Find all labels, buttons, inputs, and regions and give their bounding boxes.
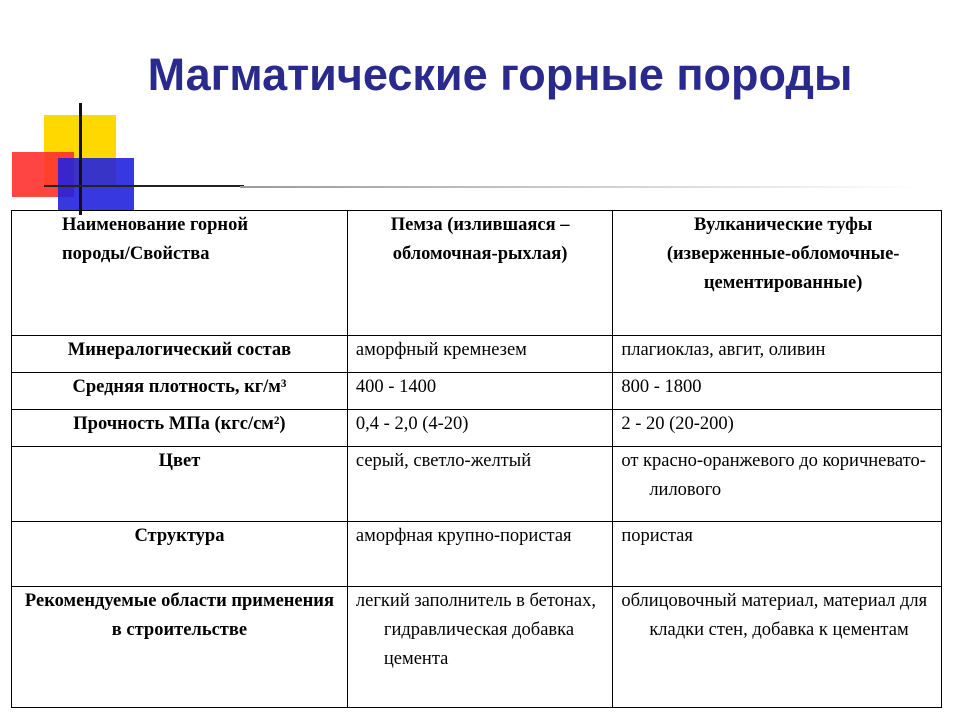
cell-tuff: от красно-оранжевого до коричневато-лилового	[613, 447, 942, 522]
cell-tuff: облицовочный материал, материал для кладки стен, добавка к цементам	[613, 587, 942, 708]
cell-pumice: 0,4 - 2,0 (4-20)	[347, 410, 612, 447]
table-row	[12, 587, 942, 708]
cell-pumice: аморфная крупно-пористая	[347, 522, 612, 587]
cell-tuff: 800 - 1800	[613, 373, 942, 410]
row-label-mineral-composition: Минералогический состав	[12, 336, 348, 373]
header-tuff: Вулканические туфы (изверженные-обломочные-цементированные)	[613, 211, 942, 336]
cell-pumice: 400 - 1400	[347, 373, 612, 410]
table-row	[12, 373, 942, 410]
cell-tuff: 2 - 20 (20-200)	[613, 410, 942, 447]
table-row	[12, 447, 942, 522]
decor-horizontal-line	[44, 185, 244, 187]
table-row	[12, 410, 942, 447]
cell-pumice: аморфный кремнезем	[347, 336, 612, 373]
page-title: Магматические горные породы	[147, 49, 853, 100]
header-property: Наименование горной породы/Свойства	[12, 211, 348, 336]
header-pumice: Пемза (излившаяся – обломочная-рыхлая)	[347, 211, 612, 336]
row-label-density: Средняя плотность, кг/м³	[12, 373, 348, 410]
table-header-row	[12, 211, 942, 336]
row-label-structure: Структура	[12, 522, 348, 587]
table-row	[12, 336, 942, 373]
row-label-applications: Рекомендуемые области применения в строительстве	[12, 587, 348, 708]
properties-table	[11, 210, 942, 708]
decor-blue-square	[58, 158, 134, 210]
cell-tuff: плагиоклаз, авгит, оливин	[613, 336, 942, 373]
table-row	[12, 522, 942, 587]
title-underline	[240, 186, 920, 188]
decor-vertical-line	[79, 103, 82, 215]
cell-pumice: серый, светло-желтый	[347, 447, 612, 522]
row-label-strength: Прочность МПа (кгс/см²)	[12, 410, 348, 447]
row-label-color: Цвет	[12, 447, 348, 522]
cell-pumice: легкий заполнитель в бетонах, гидравлическая добавка цемента	[347, 587, 612, 708]
cell-tuff: пористая	[613, 522, 942, 587]
